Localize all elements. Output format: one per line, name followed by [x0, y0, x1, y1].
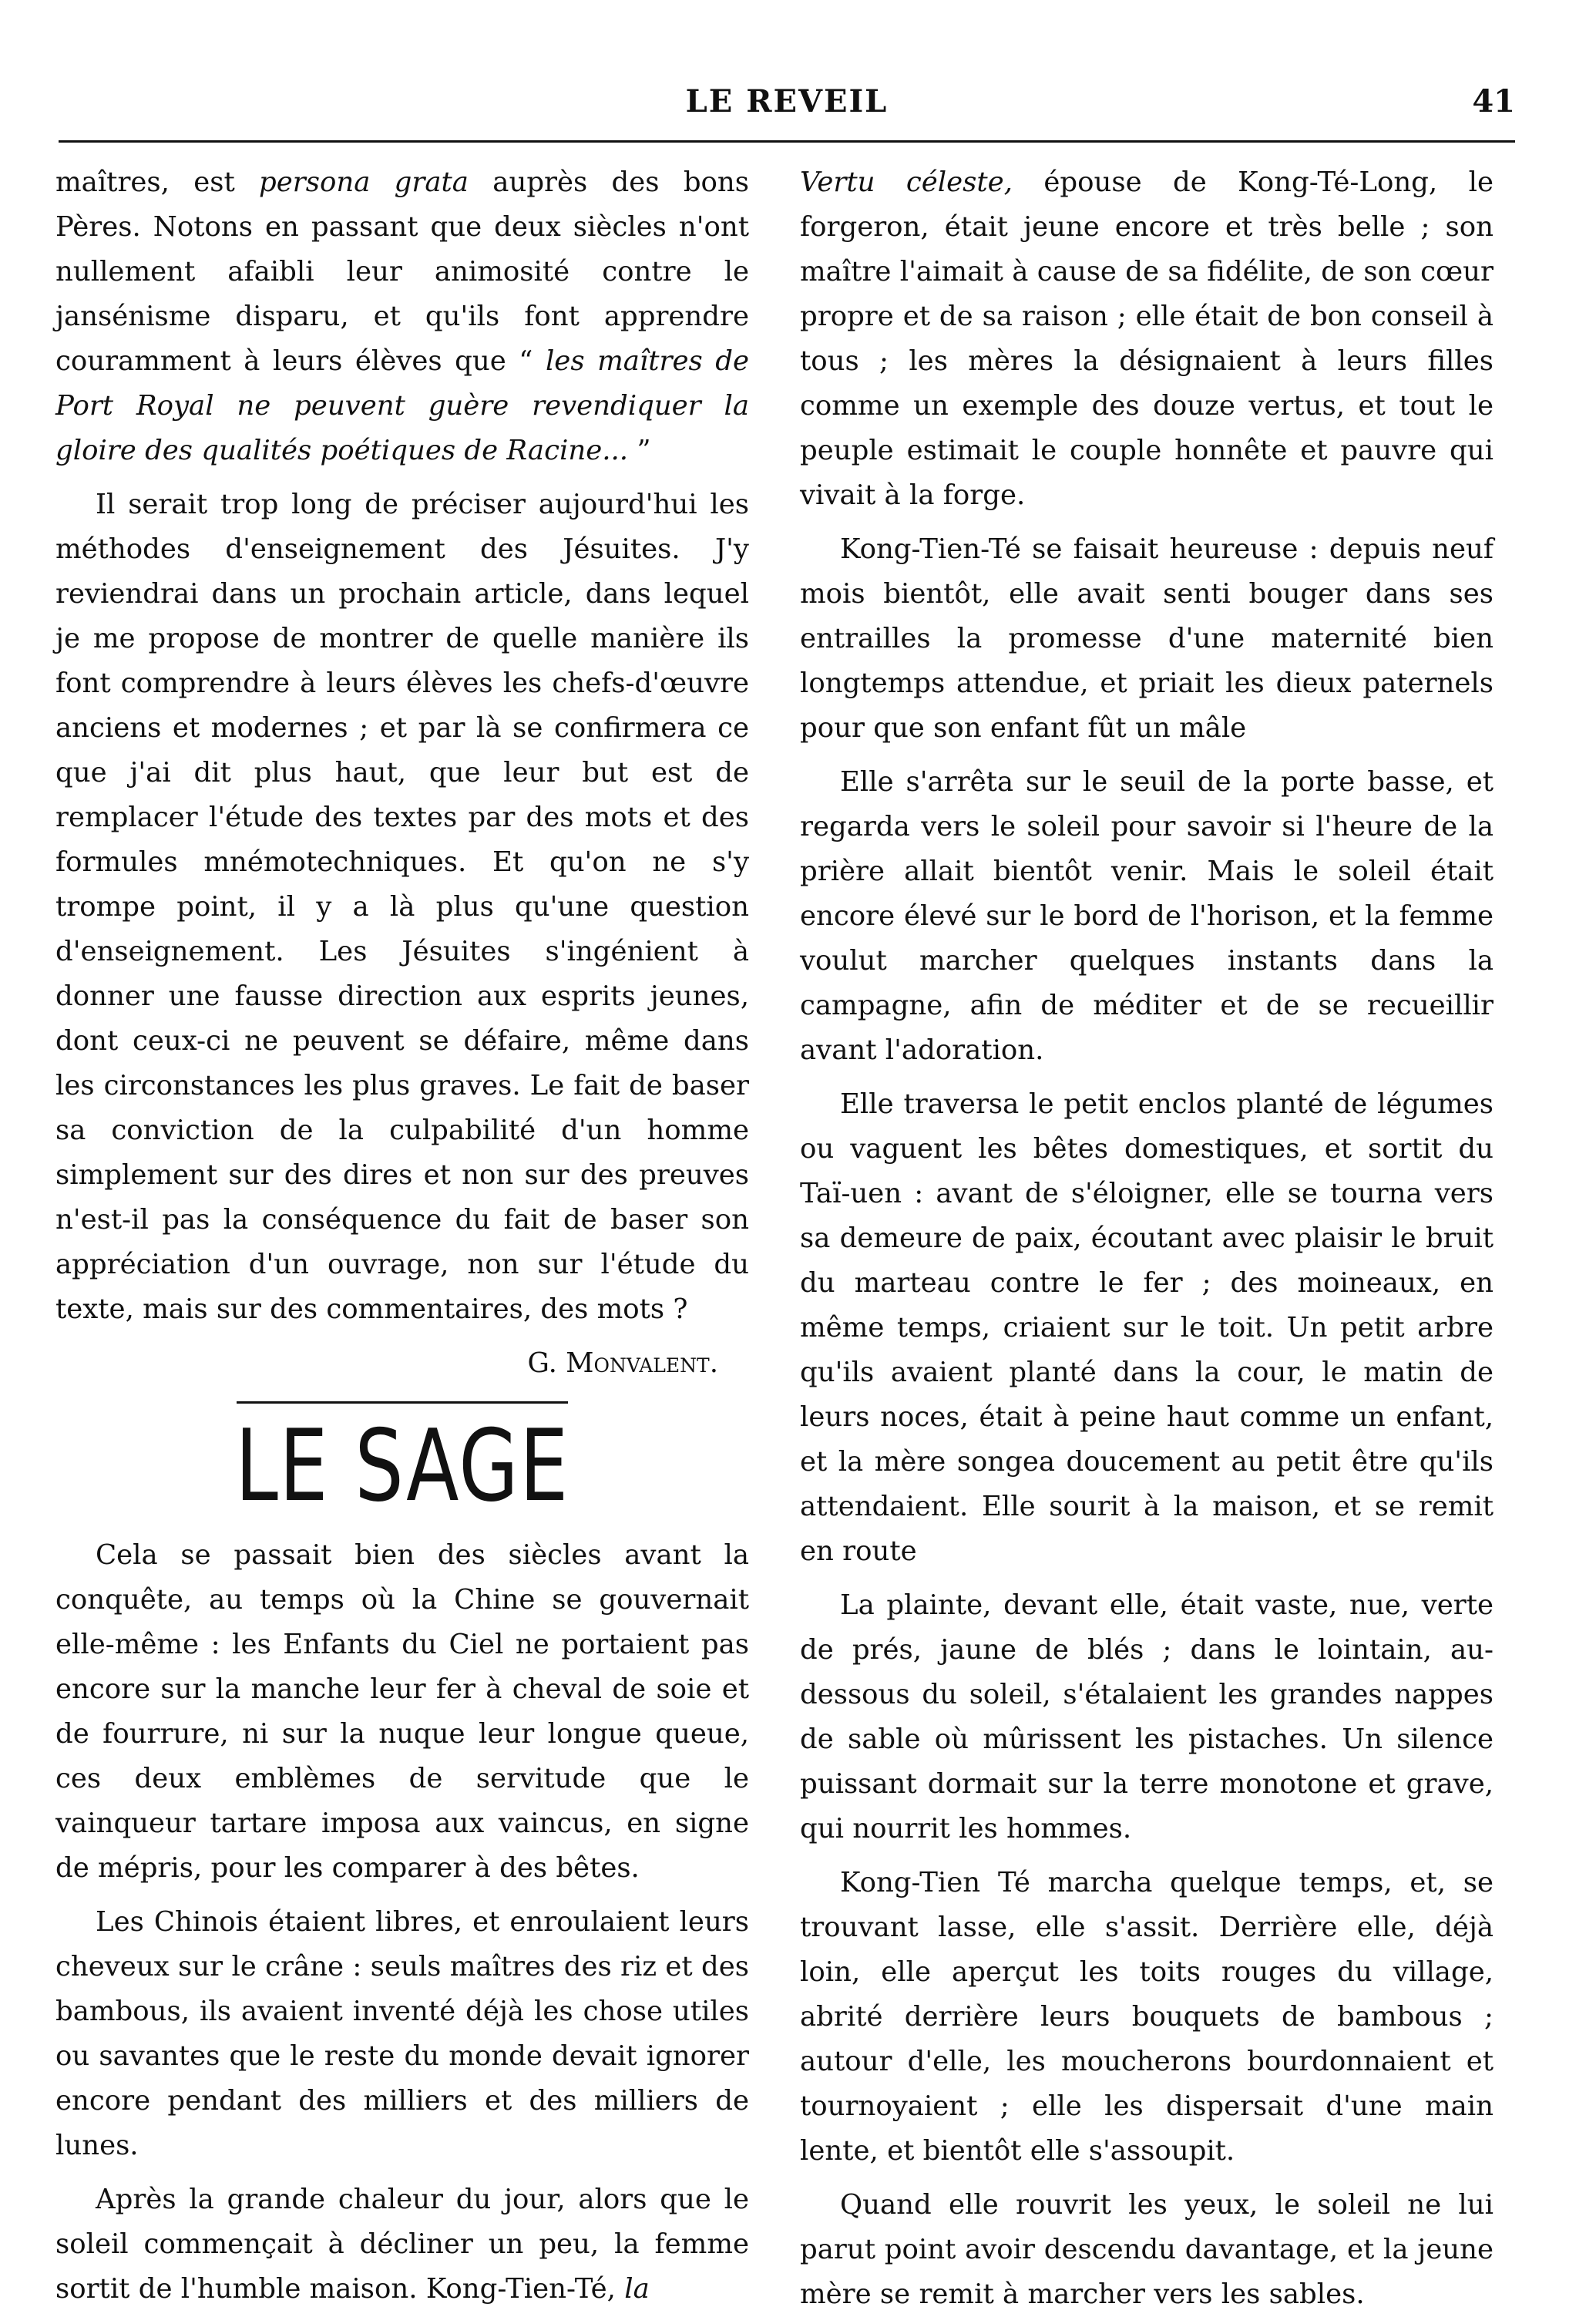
page-number: 41: [1472, 83, 1515, 119]
right-column: [800, 160, 1494, 2310]
italic-text: Vertu céleste,: [800, 166, 1013, 198]
story-paragraph: Cela se passait bien des siècles avant la conquête, au temps où la Chine se gouvernait elle-même : les Enfants du Ciel ne portaient pas encore sur la manche leur fer à cheval de soie et de fourrure, ni sur la nuque leur longue queue, ces deux emblèmes de servitude que le vainqueur tartare imposa aux vaincus, en signe de mépris, pour les comparer à des bêtes.: [55, 1539, 749, 1884]
header-rule: [59, 140, 1515, 143]
story-paragraph: [800, 160, 1494, 518]
story-paragraph: Elle traversa le petit enclos planté de légumes ou vaguent les bêtes domestiques, et sortit du Taï-uen : avant de s'éloigner, elle se tourna vers sa demeure de paix, écoutant avec plaisir le bruit du marteau contre le fer ; des moineaux, en même temps, criaient sur le toit. Un petit arbre qu'ils avaient planté dans la cour, le matin de leurs noces, était à peine haut comme un enfant, et la mère songea doucement au petit être qu'ils attendaient. Elle sourit à la maison, et se remit en route: [800, 1088, 1494, 1567]
story-paragraph: Quand elle rouvrit les yeux, le soleil ne lui parut point avoir descendu davantage, et la jeune mère se remit à marcher vers les sables.: [800, 2189, 1494, 2310]
story-paragraph: Kong-Tien Té marcha quelque temps, et, se trouvant lasse, elle s'assit. Derrière elle, déjà loin, elle aperçut les toits rouges du village, abrité derrière leurs bouquets de bambous ; autour d'elle, les moucherons bourdonnaient et tournoyaient ; elle les dispersait d'une main lente, et bientôt elle s'assoupit.: [800, 1867, 1494, 2167]
story-paragraph: Les Chinois étaient libres, et enroulaient leurs cheveux sur le crâne : seuls maîtres des riz et des bambous, ils avaient inventé déjà les chose utiles ou savantes que le reste du monde devait ignorer encore pendant des milliers et des milliers de lunes.: [55, 1906, 749, 2161]
italic-text: persona grata: [259, 166, 469, 198]
article-paragraph: [55, 160, 749, 473]
left-column: [55, 160, 749, 2305]
text-run: épouse de Kong-Té-Long, le forgeron, était jeune encore et très belle ; son maître l'aimait à cause de sa fidélite, de son cœur propre et de sa raison ; elle était de bon conseil à tous ; les mères la désignaient à leurs filles comme un exemple des douze vertus, et tout le peuple estimait le couple honnête et pauvre qui vivait à la forge.: [800, 166, 1494, 511]
story-paragraph: Kong-Tien-Té se faisait heureuse : depuis neuf mois bientôt, elle avait senti bouger dans ses entrailles la promesse d'une maternité bien longtemps attendue, et priait les dieux paternels pour que son enfant fût un mâle: [800, 533, 1494, 744]
italic-text: la: [624, 2273, 650, 2305]
italic-quote: les maîtres de Port Royal ne peuvent guère revendiquer la gloire des qualités poétiques de Racine...: [55, 345, 749, 466]
section-rule: [237, 1401, 568, 1404]
story-paragraph: Elle s'arrêta sur le seuil de la porte basse, et regarda vers le soleil pour savoir si l'heure de la prière allait bientôt venir. Mais le soleil était encore élevé sur le bord de l'horison, et la femme voulut marcher quelques instants dans la campagne, afin de méditer et de se recueillir avant l'adoration.: [800, 766, 1494, 1066]
article-paragraph: Il serait trop long de préciser aujourd'hui les méthodes d'enseignement des Jésuites. J'y reviendrai dans un prochain article, dans lequel je me propose de montrer de quelle manière ils font comprendre à leurs élèves les chefs-d'œuvre anciens et modernes ; et par là se confirmera ce que j'ai dit plus haut, que leur but est de remplacer l'étude des textes par des mots et des formules mnémotechniques. Et qu'on ne s'y trompe point, il y a là plus qu'une question d'enseignement. Les Jésuites s'ingénient à donner une fausse direction aux esprits jeunes, dont ceux-ci ne peuvent se défaire, même dans les circonstances les plus graves. Le fait de baser sa conviction de la culpabilité d'un homme simplement sur des dires et non sur des preuves n'est-il pas la conséquence du fait de baser son appréciation d'un ouvrage, non sur l'étude du texte, mais sur des commentaires, des mots ?: [55, 489, 749, 1325]
text-run: Après la grande chaleur du jour, alors que le soleil commençait à décliner un peu, la femme sortit de l'humble maison. Kong-Tien-Té,: [55, 2184, 749, 2305]
text-run: auprès des bons Pères. Notons en passant que deux siècles n'ont nullement afaibli leur animosité contre le jansénisme disparu, et qu'ils font apprendre couramment à leurs élèves que “: [55, 166, 749, 377]
story-paragraph: [55, 2177, 749, 2312]
section-title: LE SAGE: [235, 1409, 570, 1524]
running-head: [59, 83, 1515, 129]
author-signature: G. Monvalent.: [527, 1347, 718, 1379]
text-run: maîtres, est: [55, 166, 260, 198]
story-paragraph: La plainte, devant elle, était vaste, nue, verte de prés, jaune de blés ; dans le lointain, au-dessous du soleil, s'étalaient les grandes nappes de sable où mûrissent les pistaches. Un silence puissant dormait sur la terre monotone et grave, qui nourrit les hommes.: [800, 1589, 1494, 1845]
journal-title: LE REVEIL: [685, 83, 889, 119]
text-run: ”: [628, 435, 651, 466]
